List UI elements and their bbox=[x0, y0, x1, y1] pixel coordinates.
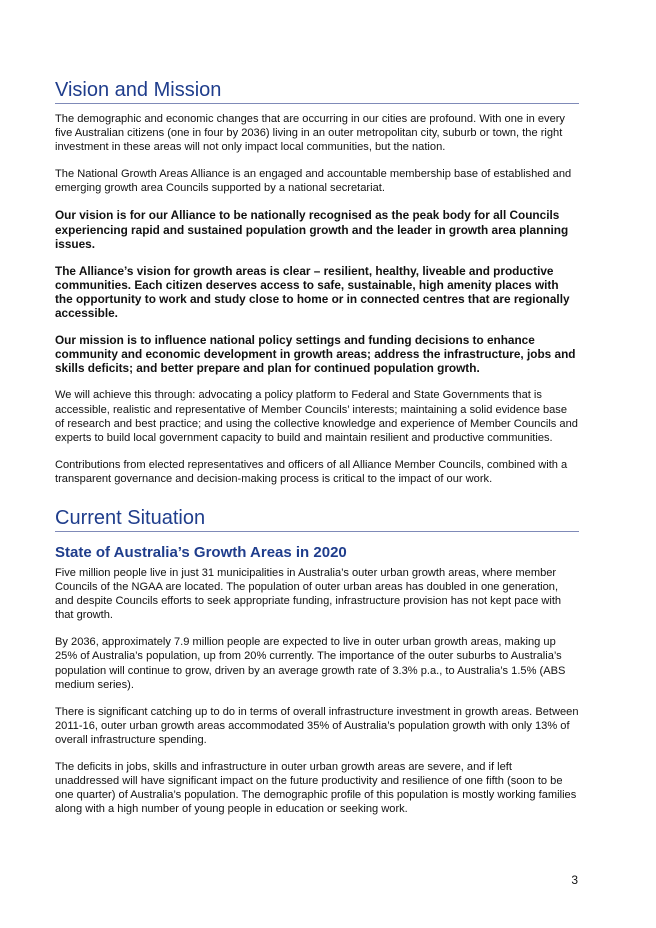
paragraph: The National Growth Areas Alliance is an engaged and accountable membership base of established and emerging growth area Councils supported by a national secretariat. bbox=[55, 168, 572, 195]
current-situation-section bbox=[55, 506, 579, 816]
paragraph: There is significant catching up to do in terms of overall infrastructure investment in growth areas. Between 2011-16, outer urban growth areas accommodated 35% of Australia’s population growth with only 13% of overall infrastructure spending. bbox=[55, 705, 579, 746]
vision-statement: Our vision is for our Alliance to be nationally recognised as the peak body for all Councils experiencing rapid and sustained population growth and the leader in growth area planning issues. bbox=[55, 208, 569, 251]
vision-mission-section bbox=[55, 78, 579, 486]
growth-areas-subheading: State of Australia’s Growth Areas in 2020 bbox=[55, 543, 347, 561]
page-number: 3 bbox=[571, 873, 578, 887]
paragraph: We will achieve this through: advocating a policy platform to Federal and State Governments that is accessible, realistic and representative of Member Councils’ interests; maintaining a solid evidence base of research and best practice; and using the collective knowledge and experience of Member Councils and experts to build local government capacity to build and maintain resilient and productive communities. bbox=[55, 389, 578, 444]
mission-statement: Our mission is to influence national policy settings and funding decisions to enhance community and economic development in growth areas; address the infrastructure, jobs and skills deficits; and better prepare and plan for continued population growth. bbox=[55, 333, 576, 376]
paragraph: By 2036, approximately 7.9 million people are expected to live in outer urban growth areas, making up 25% of Australia’s population, up from 20% currently. The importance of the outer suburbs to Australia’s population will continue to grow, driven by an average growth rate of 3.3% p.a., to Australia’s 1.5% (ABS medium series). bbox=[55, 636, 566, 691]
paragraph: The deficits in jobs, skills and infrastructure in outer urban growth areas are severe, and if left unaddressed will have significant impact on the future productivity and resilience of one fifth (soon to be one quarter) of Australia’s population. The demographic profile of this population is mostly working families along with a high number of young people in education or seeking work. bbox=[55, 761, 577, 816]
growth-areas-vision: The Alliance’s vision for growth areas is clear – resilient, healthy, liveable and productive communities. Each citizen deserves access to safe, sustainable, high amenity places with the opportunity to work and study close to home or in connected centres that are regionally accessible. bbox=[55, 263, 570, 321]
paragraph: Contributions from elected representatives and officers of all Alliance Member Councils, combined with a transparent governance and decision-making process is critical to the impact of our work. bbox=[55, 458, 568, 485]
document-page bbox=[55, 78, 579, 829]
paragraph: Five million people live in just 31 municipalities in Australia’s outer urban growth areas, where member Councils of the NGAA are located. The population of outer urban areas has doubled in one generation, and despite Councils efforts to seek appropriate funding, infrastructure provision has not kept pace with that growth. bbox=[55, 566, 562, 622]
current-situation-heading: Current Situation bbox=[55, 506, 579, 532]
paragraph: The demographic and economic changes that are occurring in our cities are profound. With one in every five Australian citizens (one in four by 2036) living in an outer metropolitan city, suburb or town, the right investment in these areas will not only impact local communities, but the nation. bbox=[55, 113, 565, 154]
vision-mission-heading: Vision and Mission bbox=[55, 78, 579, 104]
